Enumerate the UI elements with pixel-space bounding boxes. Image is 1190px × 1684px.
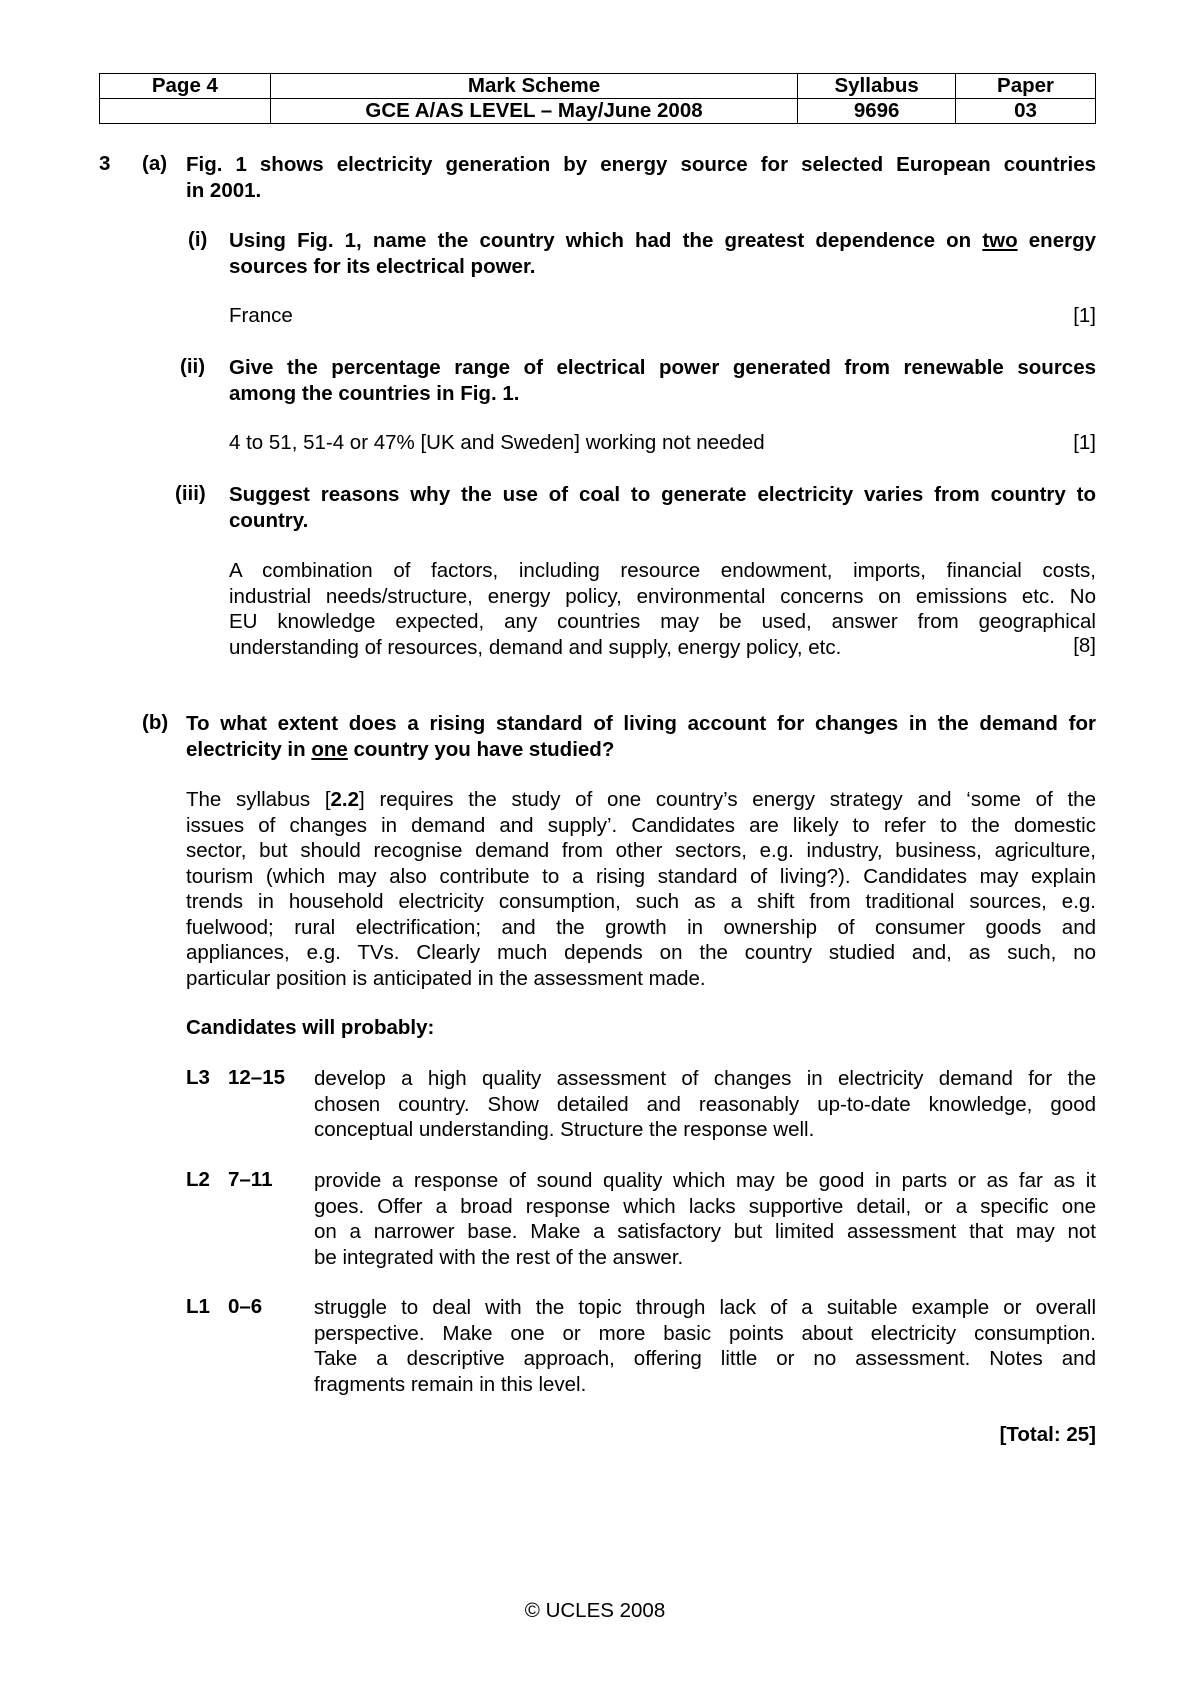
part-iii-label: (iii): [175, 482, 206, 505]
part-b-label: (b): [142, 711, 169, 734]
level-description: [314, 1295, 1096, 1397]
header-syllabus-code: 9696: [798, 99, 956, 124]
text-line: chosen country. Show detailed and reasonably up-to-date knowledge, good: [314, 1092, 1096, 1116]
text-fragment: The syllabus [: [186, 788, 331, 811]
text-line: trends in household electricity consumption, such as a shift from traditional sources, e.g.: [186, 890, 1096, 913]
text-line: Take a descriptive approach, offering little or no assessment. Notes and: [314, 1347, 1096, 1370]
text-line: industrial needs/structure, energy policy, environmental concerns on emissions etc. No: [229, 584, 1096, 608]
part-i-mark: [1]: [1073, 304, 1096, 327]
text-line: [186, 737, 1096, 763]
text-fragment: electricity in: [186, 737, 312, 761]
syllabus-ref: 2.2: [330, 788, 360, 811]
part-ii-answer: 4 to 51, 51-4 or 47% [UK and Sweden] working not needed: [229, 431, 765, 454]
text-line: struggle to deal with the topic through lack of a suitable example or overall: [314, 1296, 1096, 1319]
text-fragment: country you have studied?: [347, 737, 615, 761]
part-ii-label: (ii): [180, 355, 206, 378]
part-i-answer: France: [229, 304, 293, 327]
text-line: [186, 787, 1096, 813]
text-line: tourism (which may also contribute to a rising standard of living?). Candidates may explain: [186, 864, 1096, 888]
text-line: particular position is anticipated in the assessment made.: [186, 966, 706, 990]
text-line: fuelwood; rural electrification; and the growth in ownership of consumer goods and: [186, 915, 1096, 939]
level-range: 12–15: [228, 1066, 286, 1089]
part-b-question: [186, 711, 1096, 762]
text-line: country.: [229, 508, 309, 532]
level-code: L3: [186, 1066, 210, 1089]
part-iii-mark: [8]: [1073, 634, 1096, 657]
text-line: EU knowledge expected, any countries may be used, answer from geographical: [229, 610, 1096, 633]
text-line: provide a response of sound quality which may be good in parts or as far as it: [314, 1169, 1096, 1192]
header-title: Mark Scheme: [270, 74, 797, 99]
part-i-label: (i): [188, 228, 208, 251]
text-line: fragments remain in this level.: [314, 1372, 587, 1396]
underlined-word: one: [311, 737, 348, 761]
header-paper-label: Paper: [956, 74, 1096, 99]
total-mark: [Total: 25]: [999, 1423, 1096, 1446]
header-row: [100, 74, 1096, 99]
header-exam: GCE A/AS LEVEL – May/June 2008: [270, 99, 797, 124]
question-number: 3: [99, 152, 111, 175]
header-table: [99, 73, 1096, 124]
part-iii-question: [229, 482, 1096, 533]
part-b-intro: [186, 787, 1096, 991]
text-line: A combination of factors, including resource endowment, imports, financial costs,: [229, 559, 1096, 582]
header-empty: [100, 99, 271, 124]
text-line: [229, 228, 1096, 254]
text-line: sector, but should recognise demand from other sectors, e.g. industry, business, agriculture,: [186, 839, 1096, 862]
part-a-question: [186, 152, 1096, 203]
text-line: Fig. 1 shows electricity generation by energy source for selected European countries: [186, 153, 1096, 176]
header-syllabus-label: Syllabus: [798, 74, 956, 99]
text-line: perspective. Make one or more basic points about electricity consumption.: [314, 1321, 1096, 1345]
text-line: appliances, e.g. TVs. Clearly much depends on the country studied and, as such, no: [186, 941, 1096, 964]
text-line: on a narrower base. Make a satisfactory but limited assessment that may not: [314, 1220, 1096, 1243]
text-line: conceptual understanding. Structure the response well.: [314, 1118, 815, 1141]
header-page: Page 4: [100, 74, 271, 99]
text-line: understanding of resources, demand and supply, energy policy, etc.: [229, 635, 842, 659]
copyright-footer: © UCLES 2008: [524, 1599, 666, 1622]
underlined-word: two: [982, 229, 1018, 252]
level-range: 7–11: [228, 1168, 273, 1191]
part-i-question: [229, 228, 1096, 279]
part-iii-answer: [229, 558, 1096, 660]
text-fragment: energy: [1017, 229, 1096, 252]
level-code: L1: [186, 1295, 210, 1318]
text-line: develop a high quality assessment of changes in electricity demand for the: [314, 1067, 1096, 1090]
level-range: 0–6: [228, 1295, 263, 1318]
part-ii-mark: [1]: [1073, 431, 1096, 454]
part-ii-question: [229, 355, 1096, 406]
text-fragment: ] requires the study of one country’s energy strategy and ‘some of the: [359, 788, 1096, 811]
text-line: issues of changes in demand and supply’. Candidates are likely to refer to the domestic: [186, 813, 1096, 837]
text-line: sources for its electrical power.: [229, 254, 536, 278]
header-paper-number: 03: [956, 99, 1096, 124]
text-line: Suggest reasons why the use of coal to generate electricity varies from country to: [229, 483, 1096, 506]
part-a-label: (a): [142, 152, 168, 175]
level-code: L2: [186, 1168, 210, 1191]
text-line: To what extent does a rising standard of living account for changes in the demand for: [186, 712, 1096, 735]
text-line: be integrated with the rest of the answer.: [314, 1245, 684, 1269]
level-description: [314, 1168, 1096, 1270]
level-description: [314, 1066, 1096, 1143]
text-line: among the countries in Fig. 1.: [229, 381, 520, 405]
header-row: [100, 99, 1096, 124]
candidates-heading: Candidates will probably:: [186, 1016, 435, 1039]
text-line: goes. Offer a broad response which lacks supportive detail, or a specific one: [314, 1194, 1096, 1218]
text-line: Give the percentage range of electrical power generated from renewable sources: [229, 356, 1096, 379]
text-fragment: Using Fig. 1, name the country which had the greatest dependence on: [229, 229, 983, 252]
text-line: in 2001.: [186, 178, 262, 202]
